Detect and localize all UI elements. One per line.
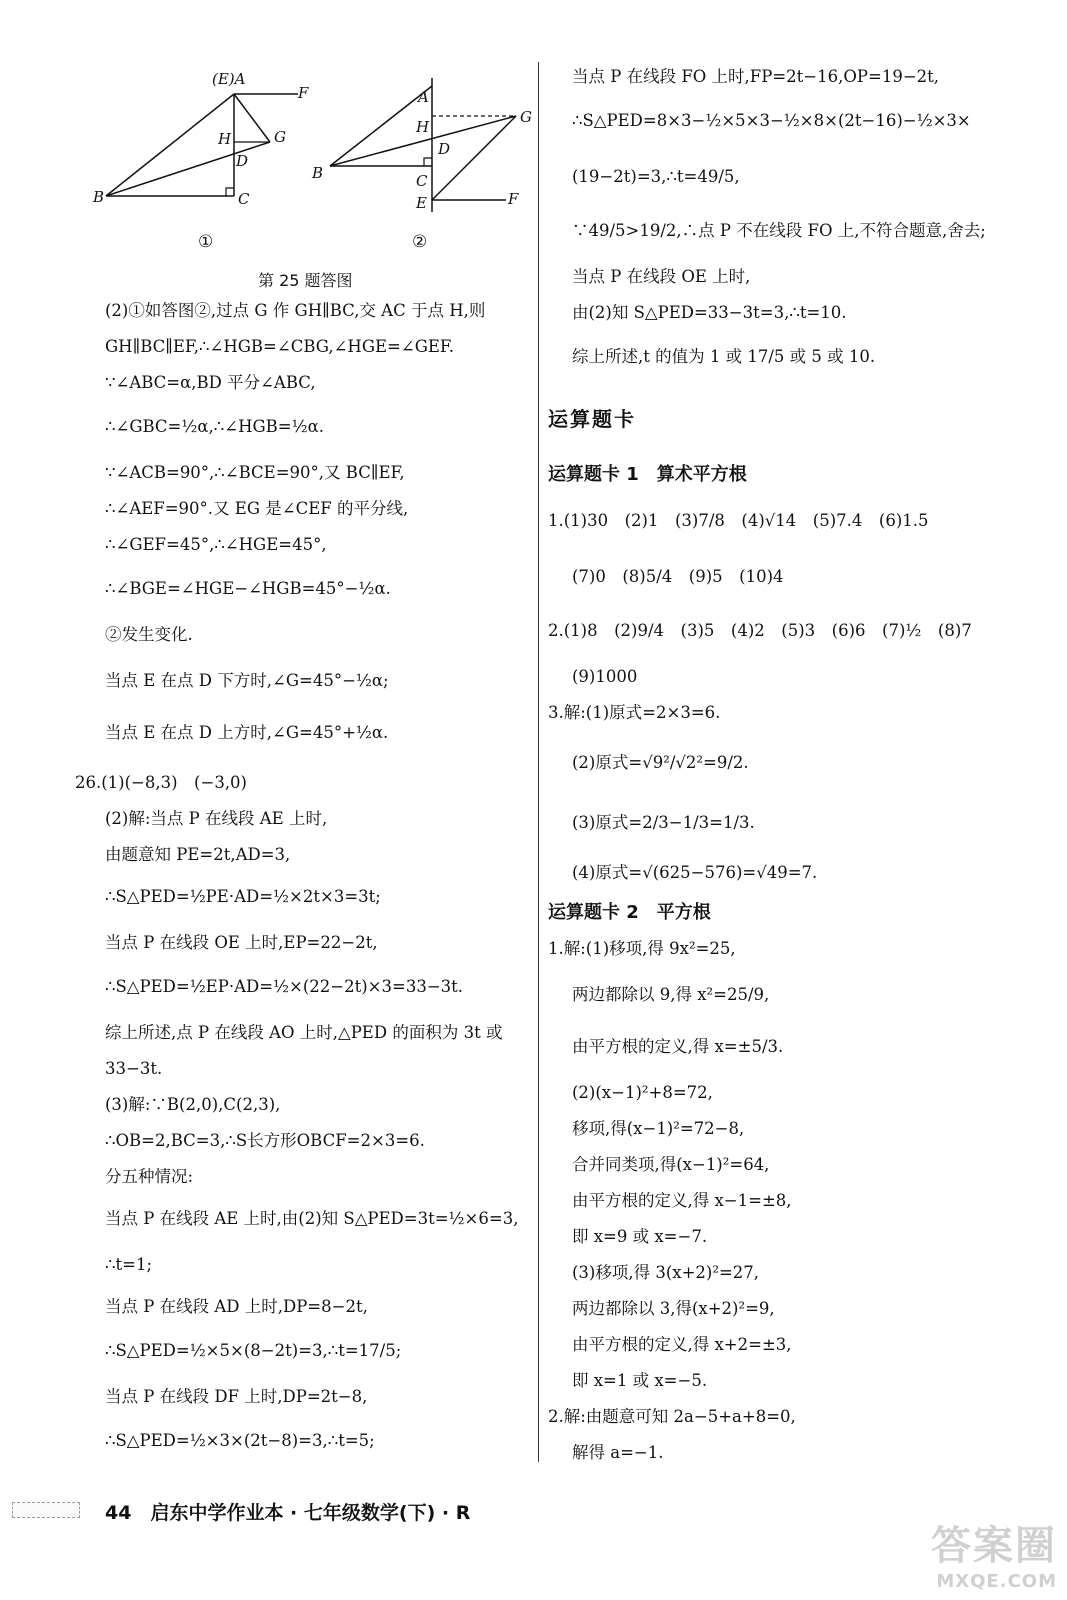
text-line: 即 x=9 或 x=−7. [572,1227,708,1246]
text-line: 移项,得(x−1)²=72−8, [572,1119,745,1138]
text-line: (2)①如答图②,过点 G 作 GH∥BC,交 AC 于点 H,则 [105,301,486,320]
text-line: 当点 E 在点 D 上方时,∠G=45°+½α. [105,723,389,742]
label-B2: B [312,164,324,182]
label-H2: H [416,118,430,136]
text-line: ∴S△PED=½×3×(2t−8)=3,∴t=5; [105,1431,375,1450]
text-line: (3)移项,得 3(x+2)²=27, [572,1263,760,1282]
label-B1: B [93,188,105,206]
text-line: ∵∠ABC=α,BD 平分∠ABC, [105,373,316,392]
label-G1: G [274,128,286,146]
text-line: (9)1000 [572,667,638,686]
text-line: ∴t=1; [105,1255,153,1274]
text-line: GH∥BC∥EF,∴∠HGB=∠CBG,∠HGE=∠GEF. [105,337,455,356]
text-line: 由平方根的定义,得 x=±5/3. [572,1037,784,1056]
label-D2: D [438,140,451,158]
text-line: 综上所述,点 P 在线段 AO 上时,△PED 的面积为 3t 或 [105,1023,503,1042]
subsection-heading: 运算题卡 1 算术平方根 [548,464,747,485]
watermark-url: MXQE.COM [936,1571,1057,1592]
subsection-heading: 运算题卡 2 平方根 [548,902,711,923]
label-G2: G [520,108,532,126]
text-line: 1.(1)30 (2)1 (3)7/8 (4)√14 (5)7.4 (6)1.5 [548,511,929,530]
figure-2-number: ② [412,232,428,252]
text-line: (4)原式=√(625−576)=√49=7. [572,863,818,882]
figure-2 [320,62,535,222]
text-line: (2)(x−1)²+8=72, [572,1083,713,1102]
text-line: 33−3t. [105,1059,163,1078]
label-C1: C [238,190,250,208]
label-EA: (E)A [212,70,246,88]
text-line: ∴∠GEF=45°,∴∠HGE=45°, [105,535,327,554]
label-F1: F [298,84,309,102]
label-D1: D [236,152,249,170]
text-line: 当点 P 在线段 OE 上时,EP=22−2t, [105,933,378,952]
text-line: ∴S△PED=½PE·AD=½×2t×3=3t; [105,887,381,906]
text-line: 26.(1)(−8,3) (−3,0) [75,773,247,792]
label-C2: C [416,172,428,190]
text-line: 当点 P 在线段 AE 上时,由(2)知 S△PED=3t=½×6=3, [105,1209,519,1228]
text-line: (19−2t)=3,∴t=49/5, [572,167,740,186]
text-line: 当点 E 在点 D 下方时,∠G=45°−½α; [105,671,389,690]
watermark-logo [931,1514,1057,1592]
figure-caption: 第 25 题答图 [258,271,353,290]
text-line: ∴∠GBC=½α,∴∠HGB=½α. [105,417,324,436]
text-line: ∴∠AEF=90°.又 EG 是∠CEF 的平分线, [105,499,409,518]
text-line: 由平方根的定义,得 x−1=±8, [572,1191,792,1210]
figure-1-number: ① [198,232,214,252]
text-line: ∵∠ACB=90°,∴∠BCE=90°,又 BC∥EF, [105,463,405,482]
text-line: (3)解:∵B(2,0),C(2,3), [105,1095,281,1114]
text-line: (2)解:当点 P 在线段 AE 上时, [105,809,328,828]
text-line: ②发生变化. [105,625,193,644]
text-line: 当点 P 在线段 AD 上时,DP=8−2t, [105,1297,368,1316]
text-line: 即 x=1 或 x=−5. [572,1371,708,1390]
text-line: ∴∠BGE=∠HGE−∠HGB=45°−½α. [105,579,391,598]
text-line: 当点 P 在线段 DF 上时,DP=2t−8, [105,1387,368,1406]
text-line: 分五种情况: [105,1167,194,1186]
text-line: (7)0 (8)5/4 (9)5 (10)4 [572,567,784,586]
text-line: 当点 P 在线段 FO 上时,FP=2t−16,OP=19−2t, [572,67,940,86]
text-line: 两边都除以 9,得 x²=25/9, [572,985,770,1004]
label-E2: E [416,194,427,212]
footer-title: 44 启东中学作业本 · 七年级数学(下) · R [105,1502,471,1524]
text-line: (2)原式=√9²/√2²=9/2. [572,753,749,772]
text-line: 3.解:(1)原式=2×3=6. [548,703,721,722]
text-line: ∵49/5>19/2,∴点 P 不在线段 FO 上,不符合题意,舍去; [572,221,986,240]
label-A2: A [418,88,429,106]
text-line: ∴S△PED=½×5×(8−2t)=3,∴t=17/5; [105,1341,402,1360]
text-line: 由平方根的定义,得 x+2=±3, [572,1335,792,1354]
text-line: 解得 a=−1. [572,1443,664,1462]
text-line: ∴OB=2,BC=3,∴S长方形OBCF=2×3=6. [105,1131,425,1150]
text-line: ∴S△PED=8×3−½×5×3−½×8×(2t−16)−½×3× [572,111,971,130]
label-F2: F [508,190,519,208]
label-H1: H [218,130,232,148]
column-divider [538,62,539,1462]
text-line: (3)原式=2/3−1/3=1/3. [572,813,755,832]
watermark-text: 答案圈 [931,1523,1057,1569]
text-line: 两边都除以 3,得(x+2)²=9, [572,1299,775,1318]
text-line: 由题意知 PE=2t,AD=3, [105,845,291,864]
page-footer [0,1480,1067,1550]
text-line: 合并同类项,得(x−1)²=64, [572,1155,770,1174]
text-line: 2.解:由题意可知 2a−5+a+8=0, [548,1407,796,1426]
footer-decoration [12,1502,80,1518]
text-line: 由(2)知 S△PED=33−3t=3,∴t=10. [572,303,847,322]
section-heading: 运算题卡 [548,407,636,431]
text-line: 1.解:(1)移项,得 9x²=25, [548,939,736,958]
text-line: 2.(1)8 (2)9/4 (3)5 (4)2 (5)3 (6)6 (7)½ (8)7 [548,621,972,640]
text-line: 综上所述,t 的值为 1 或 17/5 或 5 或 10. [572,347,876,366]
text-line: 当点 P 在线段 OE 上时, [572,267,751,286]
text-line: ∴S△PED=½EP·AD=½×(22−2t)×3=33−3t. [105,977,464,996]
